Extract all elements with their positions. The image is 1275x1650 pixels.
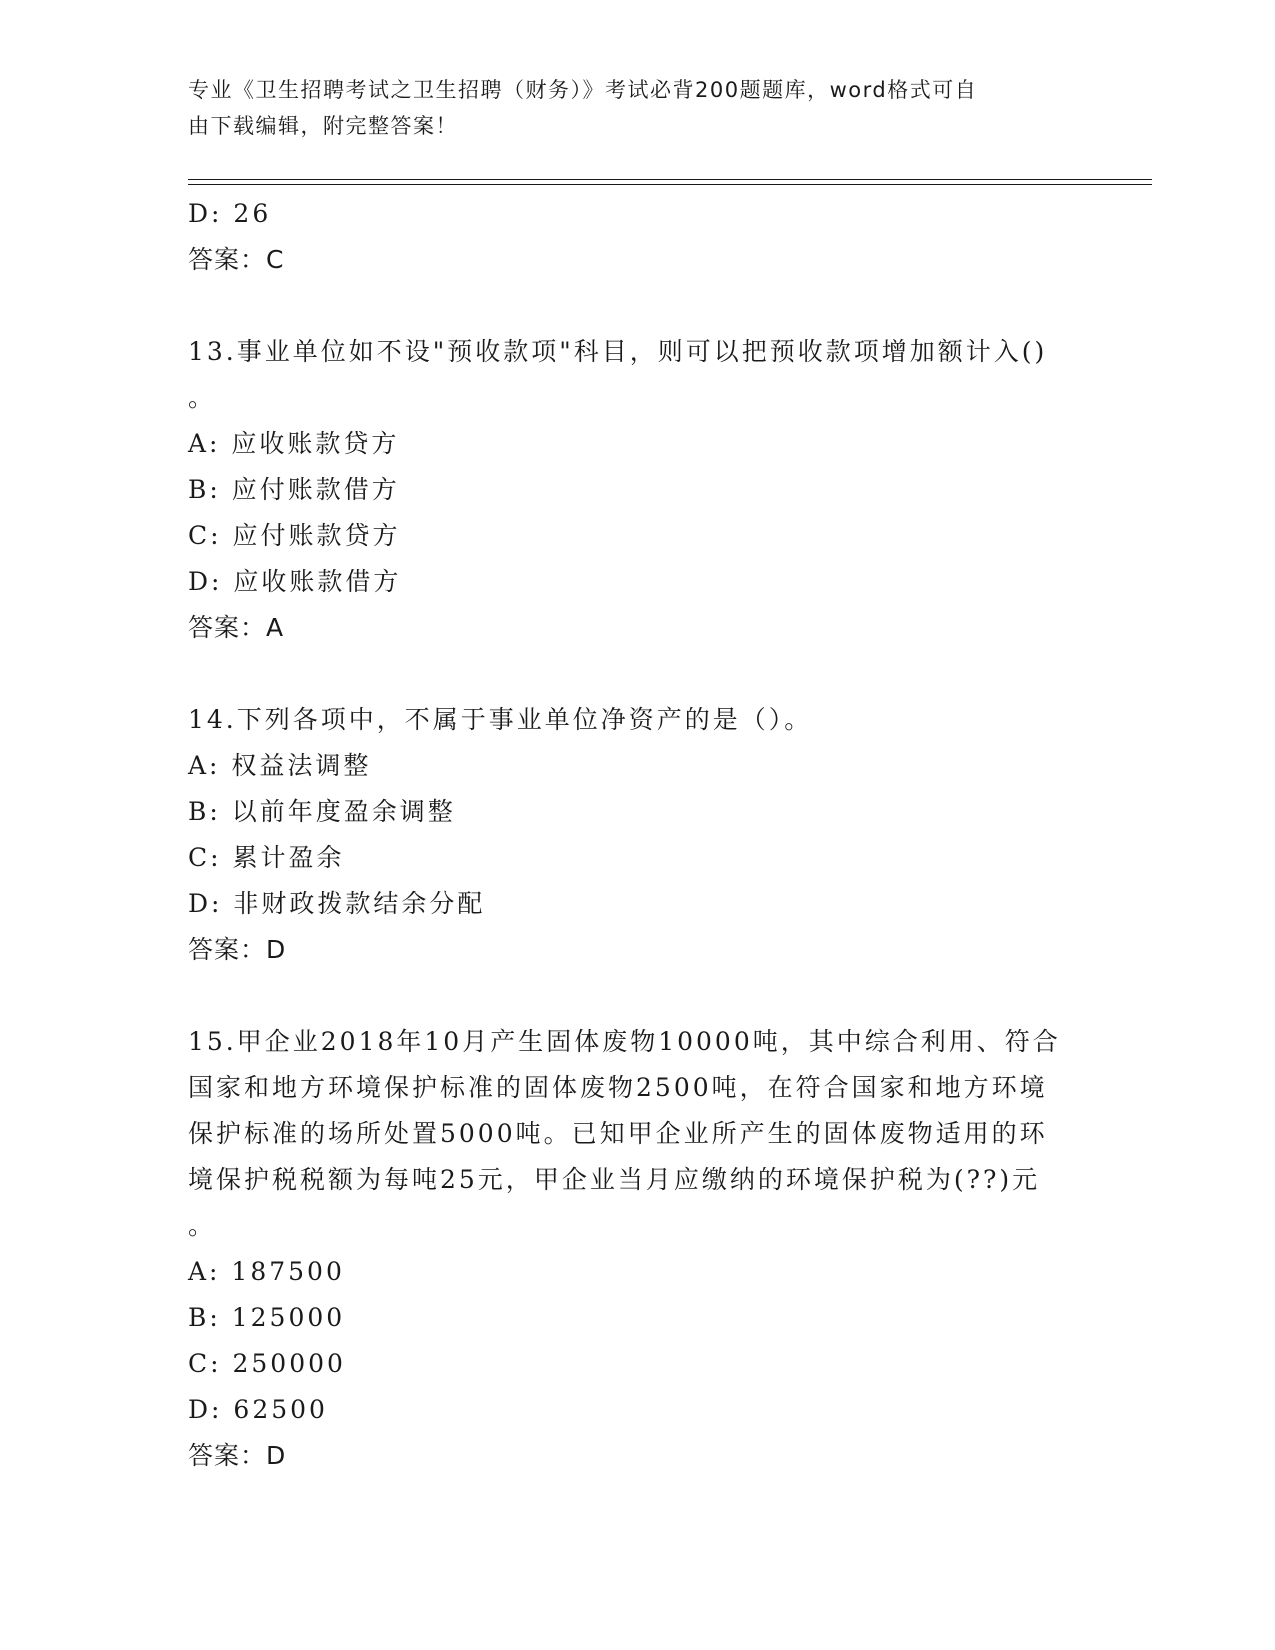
q15-text-line-4: 境保护税税额为每吨25元，甲企业当月应缴纳的环境保护税为(??)元 — [188, 1165, 1041, 1194]
q14-option-b: B: 以前年度盈余调整 — [188, 797, 456, 826]
q14-option-c: C: 累计盈余 — [188, 843, 345, 872]
spacer — [188, 283, 1078, 329]
prev-answer: 答案：C — [188, 245, 285, 274]
q15-option-d: D: 62500 — [188, 1395, 328, 1424]
q15-option-a: A: 187500 — [188, 1257, 345, 1286]
q15-option-b: B: 125000 — [188, 1303, 346, 1332]
q13-text-line-1: 13.事业单位如不设"预收款项"科目，则可以把预收款项增加额计入() — [188, 337, 1048, 366]
q14-text-line-1: 14.下列各项中，不属于事业单位净资产的是（）。 — [188, 705, 813, 734]
q14-option-a: A: 权益法调整 — [188, 751, 372, 780]
q15-text-line-5: 。 — [188, 1211, 217, 1240]
header-line-1: 专业《卫生招聘考试之卫生招聘（财务）》考试必背200题题库，word格式可自 — [188, 78, 978, 102]
q15-text-line-1: 15.甲企业2018年10月产生固体废物10000吨，其中综合利用、符合 — [188, 1027, 1061, 1056]
spacer — [188, 651, 1078, 697]
header-rule-bottom — [188, 184, 1152, 185]
q13-answer: 答案：A — [188, 613, 285, 642]
q13-option-b: B: 应付账款借方 — [188, 475, 400, 504]
q13-option-a: A: 应收账款贷方 — [188, 429, 400, 458]
spacer — [188, 973, 1078, 1019]
q15-answer: 答案：D — [188, 1441, 287, 1470]
q15-option-c: C: 250000 — [188, 1349, 346, 1378]
q14-answer: 答案：D — [188, 935, 287, 964]
q15-text-line-3: 保护标准的场所处置5000吨。已知甲企业所产生的固体废物适用的环 — [188, 1119, 1048, 1148]
q13-option-d: D: 应收账款借方 — [188, 567, 402, 596]
q13-option-c: C: 应付账款贷方 — [188, 521, 401, 550]
q13-text-line-2: 。 — [188, 383, 217, 412]
q14-option-d: D: 非财政拨款结余分配 — [188, 889, 486, 918]
q15-text-line-2: 国家和地方环境保护标准的固体废物2500吨，在符合国家和地方环境 — [188, 1073, 1048, 1102]
header-line-2: 由下载编辑，附完整答案！ — [188, 114, 458, 138]
question-content — [188, 191, 1078, 1479]
document-header — [188, 72, 1068, 144]
header-rule-top — [188, 179, 1152, 180]
prev-option-d: D: 26 — [188, 199, 272, 228]
